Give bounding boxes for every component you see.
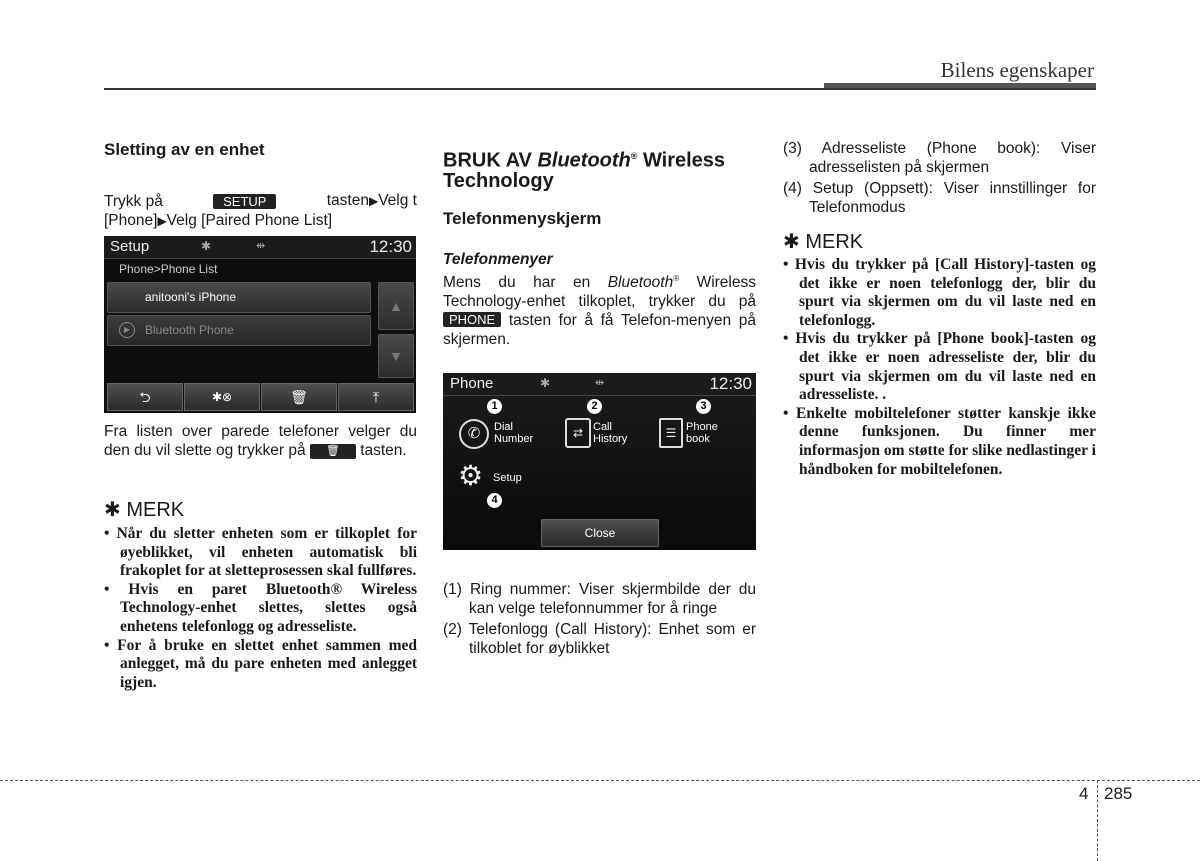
screen-title: Setup [110, 238, 150, 255]
status-bar [443, 373, 756, 396]
back-arrow-icon: ⮌ [139, 389, 151, 405]
asterisk-icon: ✱ [783, 231, 800, 253]
usb-icon: ⇹ [256, 240, 266, 252]
setup-screen [104, 236, 416, 413]
move-top-icon: ⤒ [372, 389, 380, 405]
heading-bluetooth: BRUK AV Bluetooth® Wireless Technology [443, 149, 726, 192]
bluetooth-icon: ✱ [201, 239, 212, 253]
phone-screen [443, 373, 756, 550]
paragraph-instructions: Trykk på SETUP tasten▶Velg t [Phone]▶Velg [Paired Phone List] [104, 192, 417, 229]
scroll-up-button[interactable] [378, 282, 414, 330]
list-item: • Hvis en paret Bluetooth® Wireless Technology-enhet slettes, slettes også enhetens telefonlogg og adresseliste. [104, 581, 417, 637]
dial-number-button[interactable]: ✆ Dial Number [459, 417, 549, 449]
call-history-icon: ⇄ [565, 418, 591, 448]
section-title: Bilens egenskaper [940, 58, 1094, 82]
play-icon: ▶ [119, 322, 135, 338]
list-item: • For å bruke en slettet enhet sammen med anlegget, må du pare enheten med anlegget igjen. [104, 637, 417, 693]
setup-button[interactable]: ⚙ Setup [458, 460, 522, 491]
heading-phone-menu: Telefonmenyskjerm [443, 208, 602, 228]
status-bar [104, 236, 416, 259]
list-item: (2) Telefonlogg (Call History): Enhet som er tilkoblet for øyblikket [443, 621, 756, 657]
clock: 12:30 [369, 237, 412, 256]
paragraph-select-phone: Fra listen over parede telefoner velger du den du vil slette og trykker på 🗑 tasten. [104, 423, 417, 459]
callout-1: 1 [487, 399, 502, 414]
list-item: (4) Setup (Oppsett): Viser innstillinger for Telefonmodus [783, 180, 1096, 216]
column-3 [783, 139, 1096, 479]
phone-handset-icon: ✆ [459, 419, 489, 449]
usb-icon: ⇹ [595, 377, 605, 389]
heading-delete-device: Sletting av en enhet [104, 140, 265, 159]
trash-icon: 🗑 [290, 389, 308, 405]
note-list [783, 256, 1096, 479]
list-item: • Hvis du trykker på [Call History]-tasten og det ikke er noen telefonlogg der, blir du spurt via skjermen om du vil laste ned en telefonlogg. [783, 256, 1096, 330]
page-number: 285 [1104, 784, 1133, 803]
phone-book-icon: ☰ [659, 418, 683, 448]
callout-2: 2 [587, 399, 602, 414]
list-item-paired-phone[interactable]: anitooni's iPhone [107, 282, 371, 313]
bluetooth-off-icon: ✱⊗ [211, 390, 233, 404]
phone-key-badge: PHONE [443, 312, 501, 327]
triangle-down-icon: ▼ [389, 348, 403, 364]
arrow-right-icon: ▶ [368, 194, 379, 208]
note-list [104, 525, 417, 692]
list-item-bluetooth-phone[interactable]: ▶ Bluetooth Phone [107, 315, 371, 346]
paragraph-phone-menu: Mens du har en Bluetooth® Wireless Technology-enhet tilkoplet, trykker du på PHONE tasten for å få Telefon-menyen på skjermen. [443, 273, 756, 348]
column-1 [104, 140, 417, 231]
trash-key-badge: 🗑 [310, 444, 356, 459]
chapter-number: 4 [1079, 784, 1089, 803]
gear-icon: ⚙ [458, 460, 484, 491]
arrow-right-icon: ▶ [157, 214, 167, 228]
note-heading: ✱ MERK [783, 231, 864, 253]
numbered-list-1 [443, 580, 756, 660]
numbered-list-2 [783, 139, 1096, 217]
note-heading: ✱ MERK [104, 499, 185, 521]
list-item: (3) Adresseliste (Phone book): Viser adresselisten på skjermen [783, 140, 1096, 176]
phone-book-button[interactable]: ☰ Phone book [659, 417, 749, 449]
callout-3: 3 [696, 399, 711, 414]
subheading-phone-menus: Telefonmenyer [443, 250, 553, 268]
list-item: (1) Ring nummer: Viser skjermbilde der du kan velge telefonnummer for å ringe [443, 581, 756, 617]
asterisk-icon: ✱ [104, 499, 121, 521]
list-item: • Hvis du trykker på [Phone book]-tasten og det ikke er noen adresseliste der, blir du spurt via skjermen om du vil laste ned en adresseliste. . [783, 330, 1096, 404]
call-history-button[interactable]: ⇄ Call History [563, 417, 653, 449]
move-top-button[interactable] [338, 383, 414, 411]
list-item: • Enkelte mobiltelefoner støtter kanskje ikke denne funksjonen. Du finner mer informasjon om støtte for slike nedlastinger i håndboken for mobiltelefonen. [783, 405, 1096, 479]
back-button[interactable] [107, 383, 183, 411]
header-rule [104, 88, 1096, 90]
column-2 [443, 146, 756, 349]
screen-title: Phone [450, 375, 494, 392]
bluetooth-icon: ✱ [540, 376, 551, 390]
setup-key-badge: SETUP [213, 194, 276, 209]
disconnect-button[interactable] [184, 383, 260, 411]
delete-button[interactable] [261, 383, 337, 411]
breadcrumb: Phone>Phone List [119, 262, 218, 276]
footer-rule [0, 780, 1200, 781]
callout-4: 4 [487, 493, 502, 508]
clock: 12:30 [709, 374, 752, 393]
close-button[interactable]: Close [541, 519, 659, 547]
scroll-down-button[interactable] [378, 334, 414, 378]
triangle-up-icon: ▲ [389, 298, 403, 314]
note-section-1 [104, 497, 417, 692]
footer-divider [1097, 780, 1098, 861]
list-item: • Når du sletter enheten som er tilkoplet for øyeblikket, vil enheten automatisk bli frakoplet for at sletteprosessen skal fullføres. [104, 525, 417, 581]
